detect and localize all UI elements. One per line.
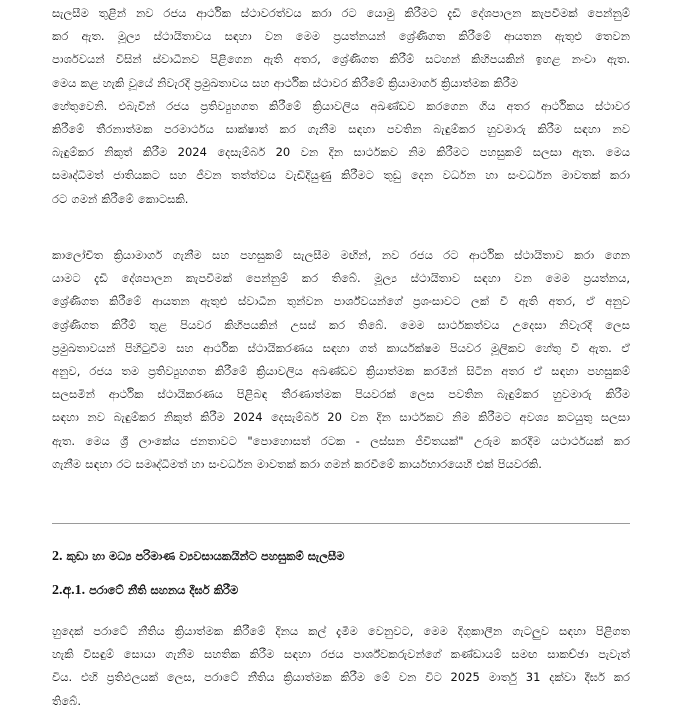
paragraph-line: හුදෙක් පරාටේ නීතිය ක්‍රියාත්මක කිරීමේ දිනය කල් දැමීම වෙනුවට, මෙම දිගුකාලීන ගැටලුව සඳහා පිළිගත <box>52 624 630 638</box>
paragraph-line: බැඳුම්කර නිකුත් කිරීම 2024 දෙසැම්බර් 20 වන දින සාර්ථකව නිම කිරීමට පහසුකම් සලසා ඇත. මෙය <box>52 145 630 160</box>
paragraph-line: ඇත. මෙය ශ්‍රී ලාංකේය ජනතාවට "පොහොසත් රටක - ලස්සන ජීවිතයක්" උරුම කරදීම යථාර්ථයක් කර <box>52 433 630 448</box>
paragraph-line: ශ්‍රේණිගත කිරීමේ ආයතන ඇතුළු ස්වාධීන තුන්වන පාර්ශ්වයන්ගේ ප්‍රශංසාවට ලක් වී ඇති අතර, ඒ අනුව <box>52 294 630 309</box>
subsection-heading <box>52 583 238 599</box>
paragraph-line: සැලසීම තුළින් නව රජය ආර්ථික ස්ථාවරත්වය කරා රට යොමු කිරීමට දැඩි දේශපාලන කැපවීමක් පෙන්නුම් <box>52 6 630 20</box>
paragraph-line: යාමට දැඩි දේශපාලන කැපවීමක් පෙන්නුම් කර තිබේ. මූල්‍ය ස්ථායිතාව සඳහා වන මෙම ප්‍රයත්නය, <box>52 271 630 286</box>
section-title: කුඩා හා මධ්‍ය පරිමාණ ව්‍යවසායකයින්ට පහසුකම් සැලසීම <box>66 549 345 563</box>
paragraph-line: පාර්ශවයන් විසින් ස්වාධීනව පිළිගෙන ඇති අතර, ශ්‍රේණිගත කිරීම් සටහන් කිහිපයකින් ඉහළ නංවා ඇත. <box>52 52 630 67</box>
section-number: 2. <box>52 549 63 564</box>
paragraph-fiscal-stability <box>52 2 630 211</box>
section-heading <box>52 549 345 565</box>
paragraph-line: හේතුවෙනි. එබැවින් රජය ප්‍රතිව්‍යුහගත කිරීමේ ක්‍රියාවලිය අඛණ්ඩව කරගෙන ගිය අතර ආර්ථිකය ස්ථාවර <box>52 98 630 113</box>
paragraph-line: තිබේ. <box>52 693 82 708</box>
paragraph-line: ශ්‍රේණිගත කිරීම් තුළ පියවර කිහිපයකින් උසස් කර තිබේ. මෙම සාර්ථකත්වය උදෙසා නිවැරදි ලෙස <box>52 317 630 332</box>
paragraph-timely-measures <box>52 244 630 476</box>
subsection-title: පරාටේ නීති සහනය දීර්ඝ කිරීම <box>89 583 239 597</box>
paragraph-line: විය. එහි ප්‍රතිඵලයක් ලෙස, පරාටේ නීතිය ක්‍රියාත්මක කිරීම මේ වන විට 2025 මාර්තු 31 දක්වා දීර්ඝ කර <box>52 670 630 685</box>
paragraph-line: සඳහා නව බැඳුම්කර නිකුත් කිරීම 2024 දෙසැම්බර් 20 වන දින සාර්ථකව නිම කිරීමට අවශ්‍ය කටයුතු සලසා <box>52 410 630 425</box>
section-divider <box>52 523 630 524</box>
subsection-number: 2.අ.1. <box>52 583 86 598</box>
paragraph-line: සලසමින් ආර්ථික ස්ථායිකරණය පිළිබඳ තීරණාත්මක පියවරක් ලෙස පවතින බැඳුම්කර හුවමාරු කිරීම <box>52 387 630 402</box>
paragraph-line: හැකි විසඳුම් සොයා ගැනීම සහතික කිරීම සඳහා රජය පාර්ශ්වකරුවන්ගේ කණ්ඩායම් සමඟ සාකච්ඡා පැවැත් <box>52 647 630 662</box>
paragraph-line: කාලෝචිත ක්‍රියාමාර්ග ගැනීම සහ පහසුකම් සැලසීම මඟින්, නව රජය රට ආර්ථික ස්ථායිතාව කරා ගෙන <box>52 248 630 262</box>
paragraph-line: ගැනීම සඳහා රට සමෘද්ධිමත් හා සංවර්ධන මාවතක් කරා ගමන් කරවීමේ කාර්යභාරයෙහි එක් පියවරකි. <box>52 456 542 471</box>
paragraph-line: ප්‍රමුඛතාවයන් පිහිටුවීම සහ ආර්ථික ස්ථායිකරණය සඳහා ගත් කාර්යක්ෂම පියවර මූලිකව හේතු වී ඇත. ඒ <box>52 340 630 355</box>
paragraph-line: කිරීමේ තීරනාත්මක පරමාර්ථය සාක්ෂාත් කර ගැනීම සඳහා පවතින බැඳුම්කර හුවමාරු කිරීම සඳහා නව <box>52 121 630 136</box>
paragraph-line: මෙය කළ හැකි වූයේ නිවැරදි ප්‍රමුඛතාවය සහ ආර්ථික ස්ථාවර කිරීමේ ක්‍රියාමාර්ග ක්‍රියාත්මක කිරීම <box>52 75 519 90</box>
paragraph-line: අනුව, රජය තම ප්‍රතිව්‍යුහගත කිරීමේ ක්‍රියාවලිය අඛණ්ඩව ක්‍රියාත්මක කරමින් සිටින අතර ඒ සඳහා පහසුකම් <box>52 363 630 378</box>
paragraph-parate-relief <box>52 620 630 713</box>
paragraph-line: රට ගමන් කිරීමේ කොටසකි. <box>52 191 189 206</box>
paragraph-line: සමෘද්ධිමත් ජාතියකට සහ ජීවන තත්ත්වය වැඩිදියුණු කිරීමට තුඩු දෙන වර්ධන හා සංවර්ධන මාවතක් කරා <box>52 168 630 183</box>
paragraph-line: කර ඇත. මූල්‍ය ස්ථායිතාවය සඳහා වන මෙම ප්‍රයත්නයන් ශ්‍රේණිගත කිරීමේ ආයතන ඇතුළු තෙවන <box>52 29 630 44</box>
